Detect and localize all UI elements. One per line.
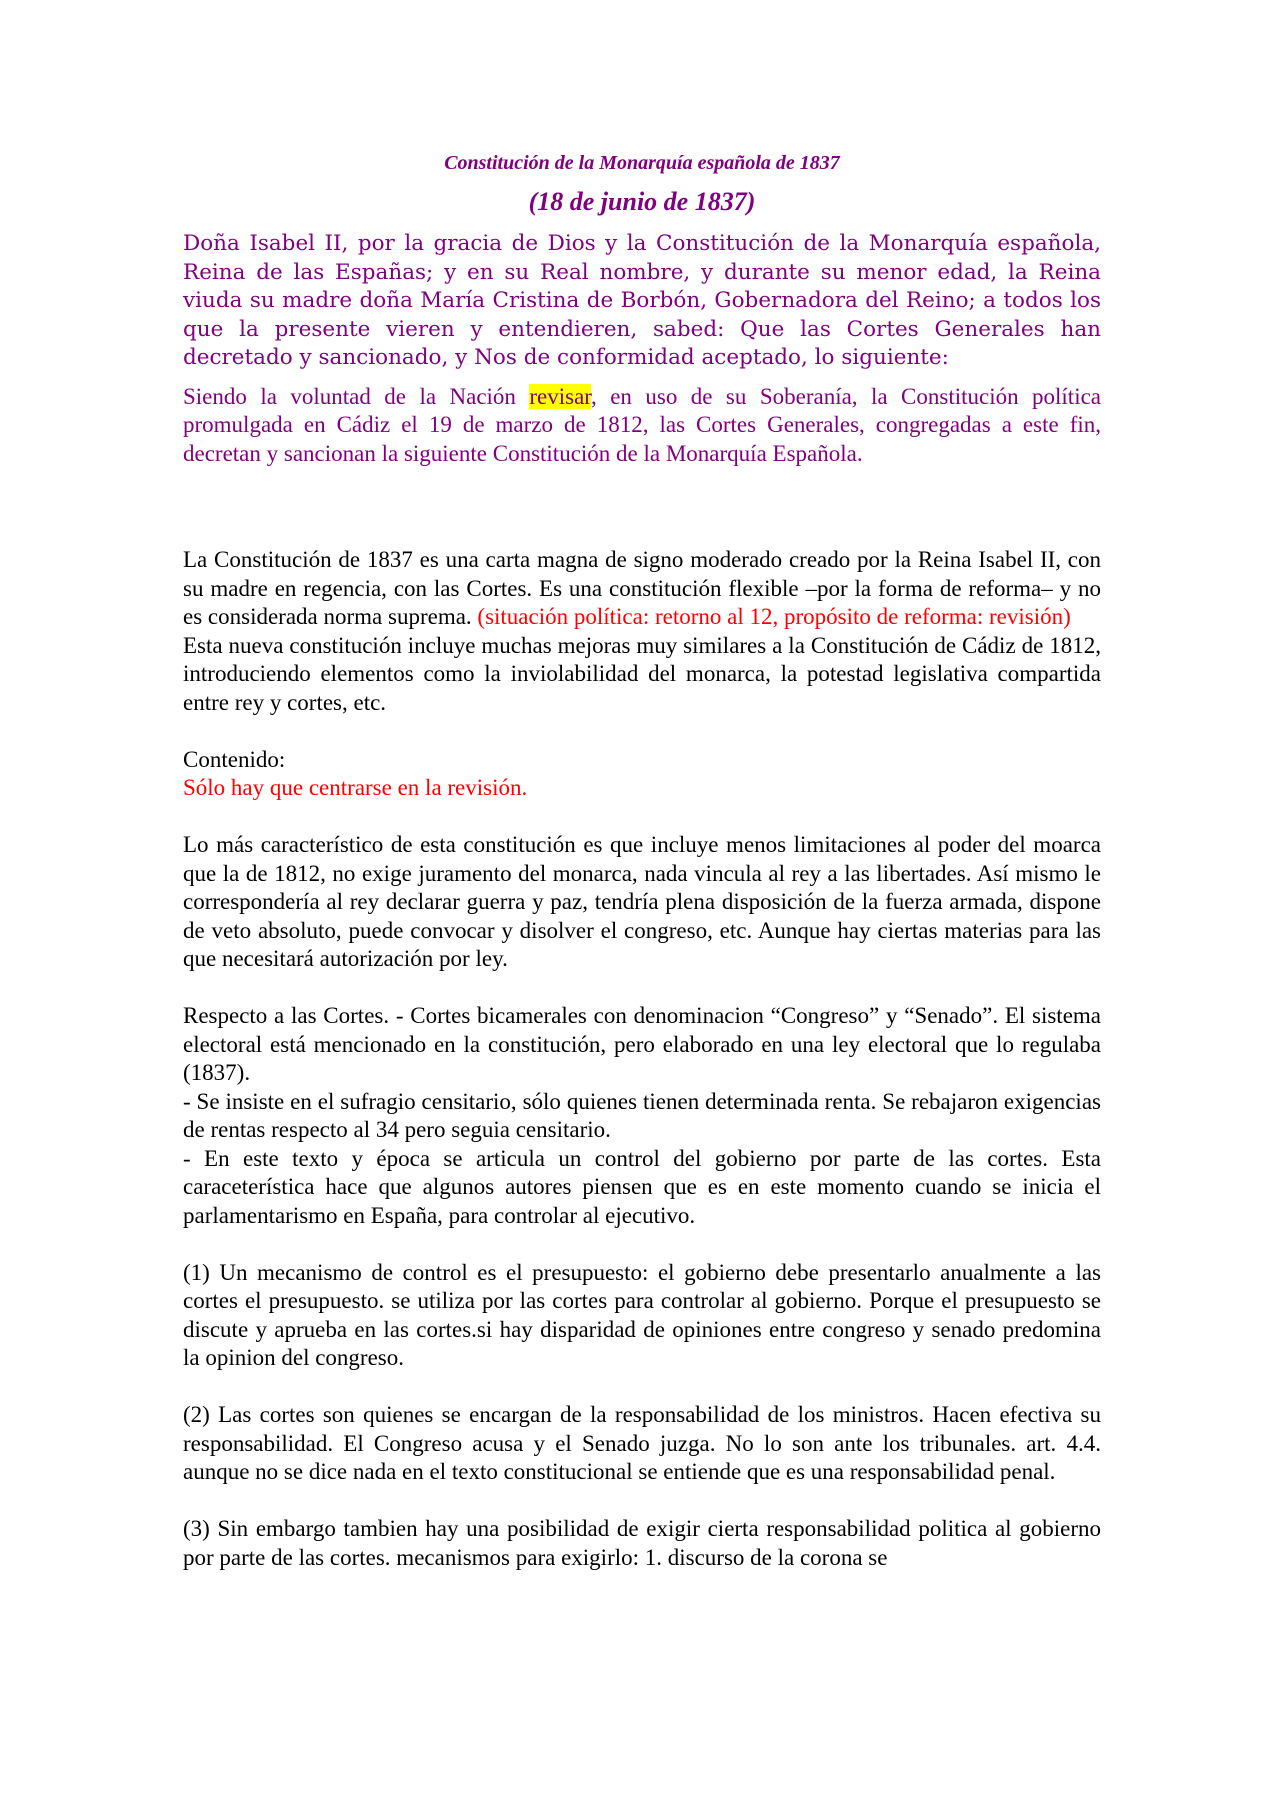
document-date: (18 de junio de 1837) xyxy=(528,187,756,216)
intro-paragraph-2: Esta nueva constitución incluye muchas mejoras muy similares a la Constitución de Cádiz de 1812, introduciendo elementos como la inviolabilidad del monarca, la potestad legislativa compartida entre rey y cortes, etc. xyxy=(183,632,1101,715)
spacer xyxy=(183,803,1101,832)
contenido-label: Contenido: xyxy=(183,746,286,772)
contenido-note: Sólo hay que centrarse en la revisión. xyxy=(183,775,528,800)
preamble-text-after: , en uso de su Soberanía, la Constitución política promulgada en Cádiz el 19 de marzo de 1812, las Cortes Generales, congregadas a este fin, decretan y sancionan la siguiente Constitución de la Monarquía Española. xyxy=(183,383,1102,466)
spacer xyxy=(183,974,1101,1003)
body-paragraph-6: (2) Las cortes son quienes se encargan de la responsabilidad de los ministros. Hacen efectiva su responsabilidad. El Congreso acusa y el Senado juzga. No lo son ante los tribunales. art. 4.4. aunque no se dice nada en el texto constitucional se entiende que es una responsabilidad penal. xyxy=(183,1402,1101,1484)
spacer xyxy=(183,1373,1101,1402)
intro-paragraph-1 xyxy=(183,546,1101,632)
document-title: Constitución de la Monarquía española de 1837 xyxy=(444,152,840,174)
preamble-text-before: Siendo la voluntad de la Nación xyxy=(183,383,530,409)
body-paragraph-4: - En este texto y época se articula un control del gobierno por parte de las cortes. Esta caraceterística hace que algunos autores piensen que es en este momento cuando se inicia el parlamentarismo en España, para controlar al ejecutivo. xyxy=(183,1145,1101,1228)
spacer xyxy=(183,478,1101,546)
body-paragraph-3: - Se insiste en el sufragio censitario, sólo quienes tienen determinada renta. Se rebajaron exigencias de rentas respecto al 34 pero seguia censitario. xyxy=(183,1088,1101,1142)
spacer xyxy=(183,717,1101,746)
preamble-paragraph-2 xyxy=(183,383,1101,469)
preamble-paragraph-1: Doña Isabel II, por la gracia de Dios y la Constitución de la Monarquía española, Reina de las Españas; y en su Real nombre, y durante su menor edad, la Reina viuda su madre doña María Cristina de Borbón, Gobernadora del Reino; a todos los que la presente vieren y entendieren, sabed: Que las Cortes Generales han decretado y sancionado, y Nos de conformidad aceptado, lo siguiente: xyxy=(183,231,1101,370)
highlighted-word: revisar xyxy=(529,383,592,409)
body-paragraph-1: Lo más característico de esta constitución es que incluye menos limitaciones al poder del moarca que la de 1812, no exige juramento del monarca, nada vincula al rey a las libertades. Así mismo le correspondería al rey declarar guerra y paz, tendría plena disposición de la fuerza armada, dispone de veto absoluto, puede convocar y disolver el congreso, etc. Aunque hay ciertas materias para las que necesitará autorización por ley. xyxy=(183,832,1101,971)
spacer xyxy=(183,1230,1101,1259)
body-paragraph-5: (1) Un mecanismo de control es el presupuesto: el gobierno debe presentarlo anualmente a las cortes el presupuesto. se utiliza por las cortes para controlar al gobierno. Porque el presupuesto se discute y aprueba en las cortes.si hay disparidad de opiniones entre congreso y senado predomina la opinion del congreso. xyxy=(183,1259,1101,1370)
document-content xyxy=(183,150,1101,1572)
intro-text: La Constitución de 1837 es una carta magna de signo moderado creado por la Reina Isabel II, con su madre en regencia, con las Cortes. Es una constitución flexible –por la forma de reforma– y no es considerada norma suprema. xyxy=(183,547,1101,629)
body-paragraph-7: (3) Sin embargo tambien hay una posibilidad de exigir cierta responsabilidad politica al gobierno por parte de las cortes. mecanismos para exigirlo: 1. discurso de la corona se xyxy=(183,1516,1101,1570)
intro-red-note: (situación política: retorno al 12, propósito de reforma: revisión) xyxy=(477,604,1071,629)
spacer xyxy=(183,1487,1101,1516)
body-paragraph-2: Respecto a las Cortes. - Cortes bicamerales con denominacion “Congreso” y “Senado”. El sistema electoral está mencionado en la constitución, pero elaborado en una ley electoral que lo regulaba (1837). xyxy=(183,1003,1101,1085)
